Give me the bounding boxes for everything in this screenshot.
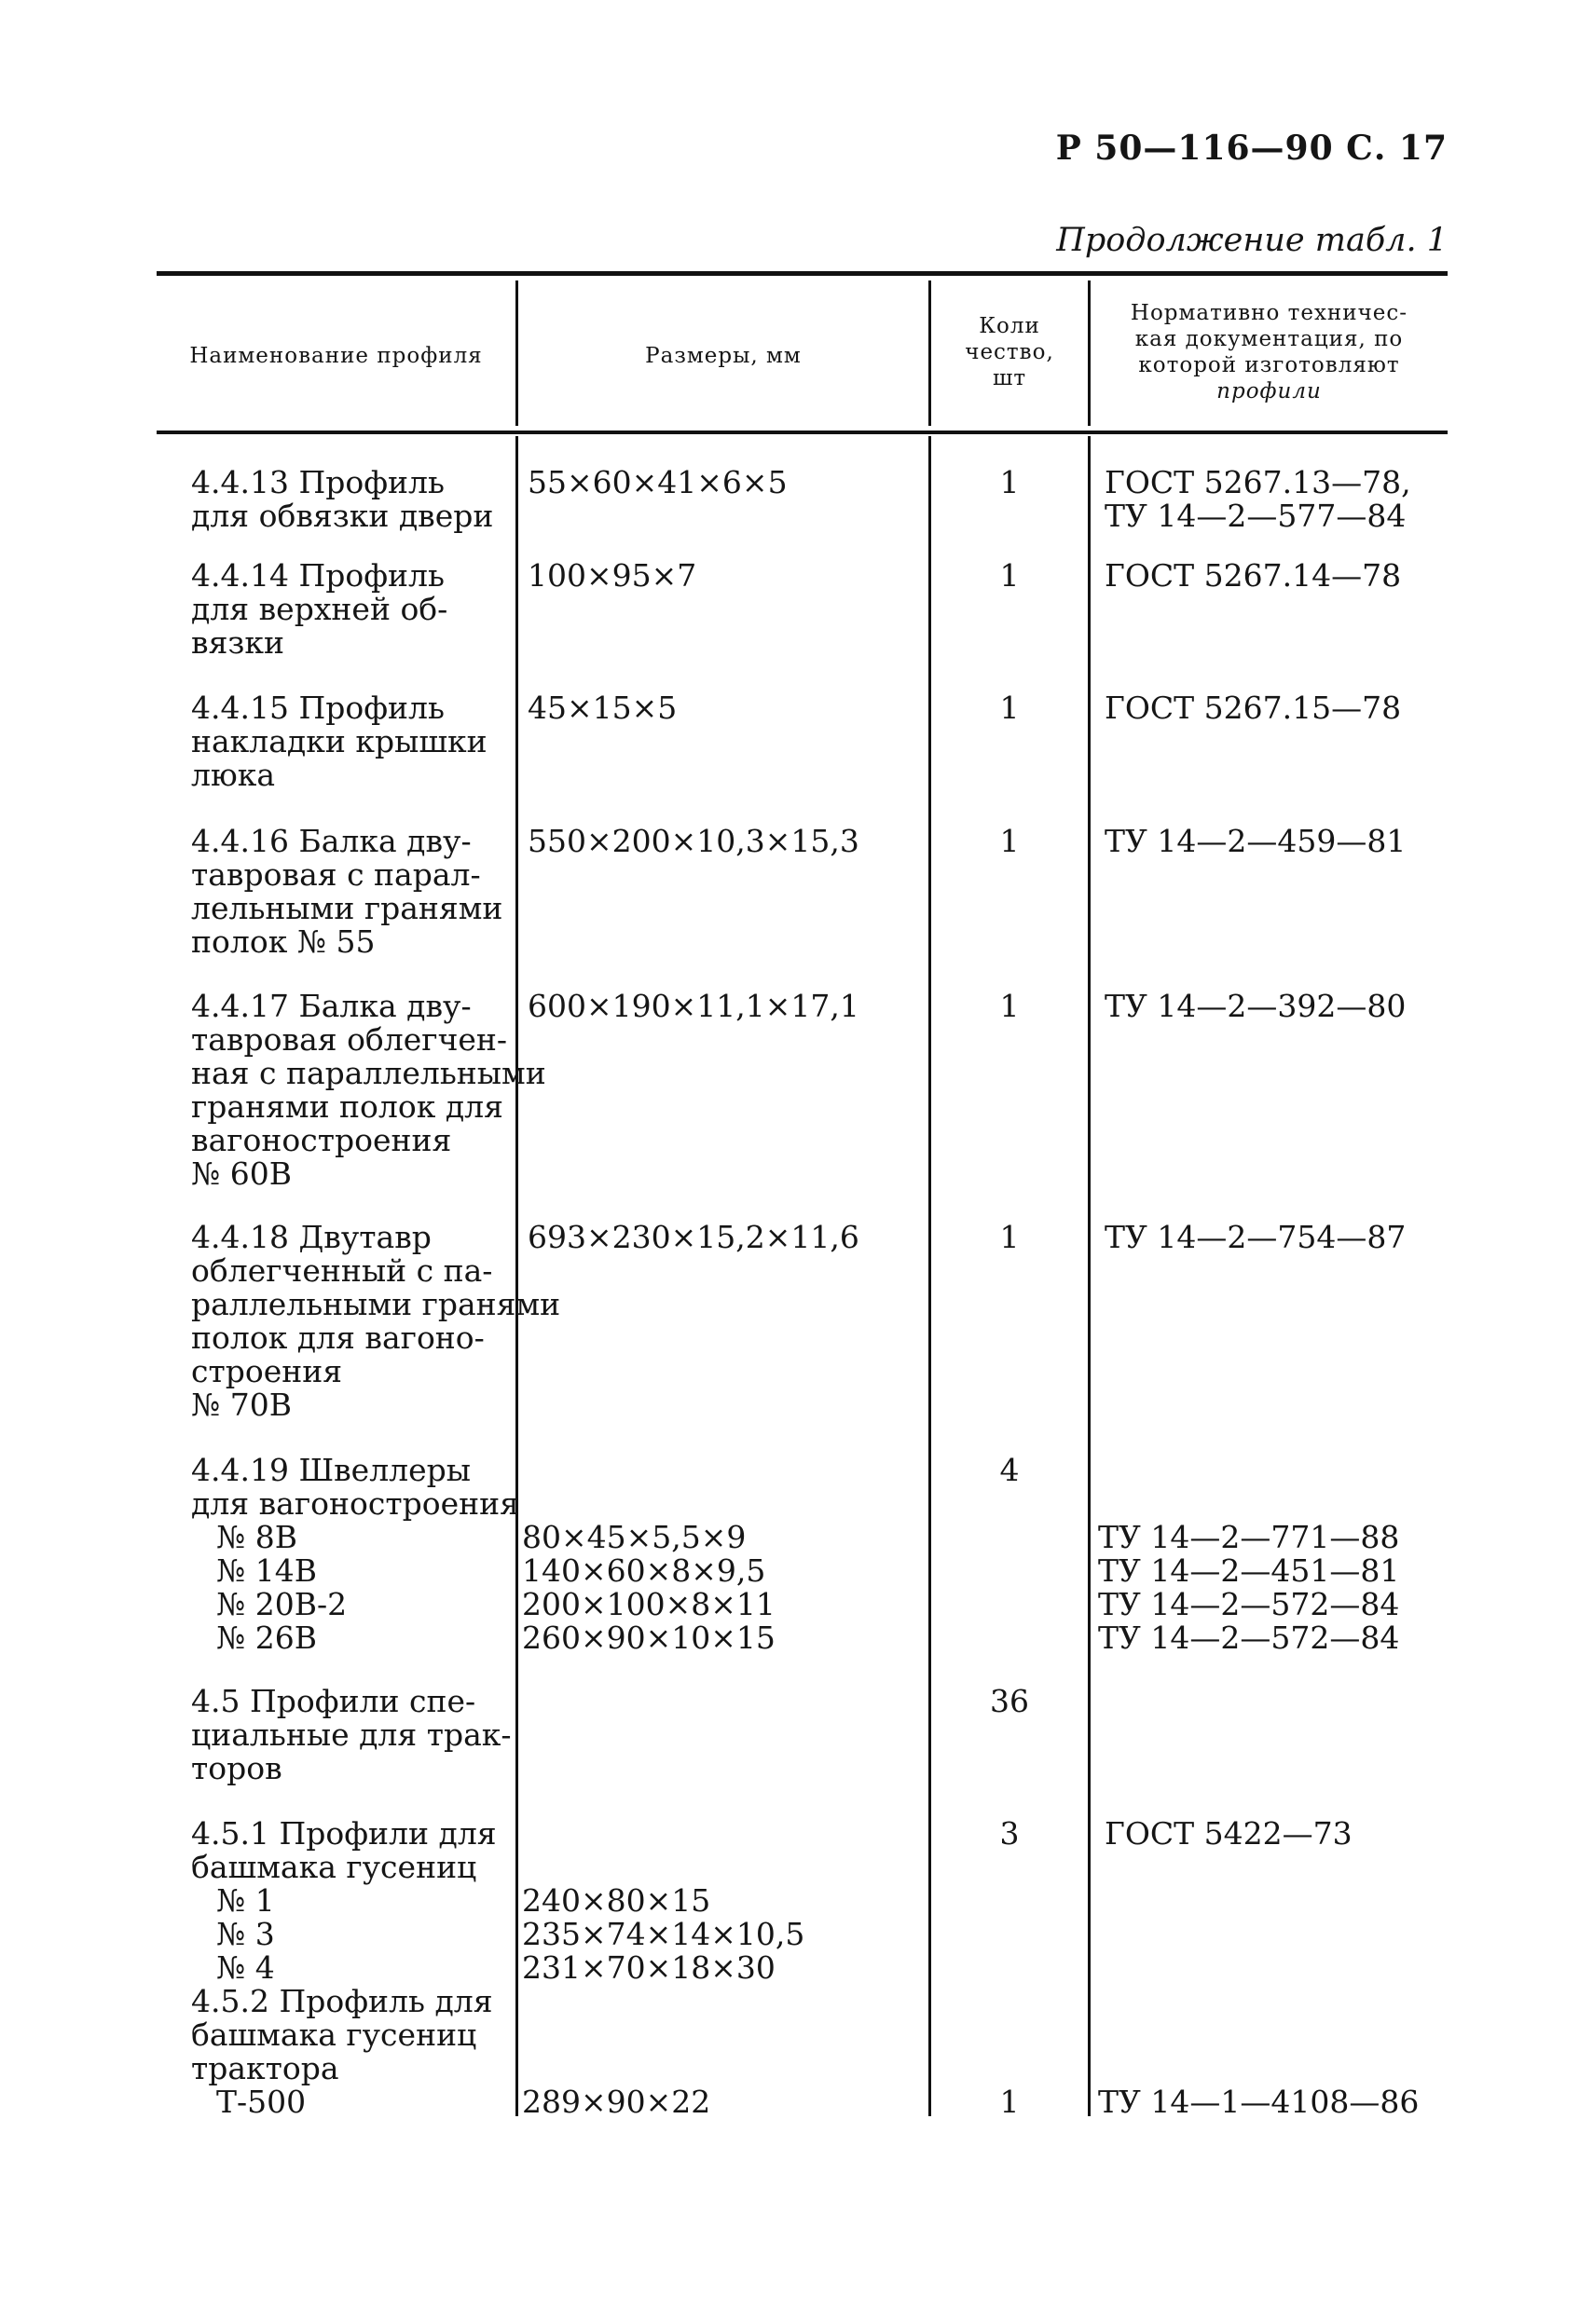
profile-standard: ТУ 14—2—577—84	[1105, 498, 1407, 534]
subitem-standard: ТУ 14—2—451—81	[1098, 1552, 1400, 1589]
profile-name-line: 4.5.1 Профили для	[191, 1815, 497, 1852]
profile-standard: ГОСТ 5422—73	[1105, 1815, 1353, 1852]
profile-quantity: 1	[999, 823, 1020, 859]
subitem-size: 240×80×15	[522, 1882, 711, 1919]
subitem-name: № 1	[216, 1882, 275, 1919]
profile-name-line: 4.5 Профили спе-	[191, 1683, 476, 1719]
profile-name-line: торов	[191, 1750, 282, 1786]
profile-quantity: 1	[999, 690, 1020, 726]
page-reference: Р 50—116—90 С. 17	[1055, 129, 1448, 168]
column-header-quantity	[931, 313, 1088, 391]
subitem-size: 289×90×22	[522, 2084, 711, 2120]
column-divider	[515, 436, 518, 2116]
subitem-name: Т-500	[216, 2084, 307, 2120]
profile-size: 693×230×15,2×11,6	[528, 1219, 859, 1255]
column-header-quantity-line: Коли	[979, 314, 1040, 338]
profile-name-line: ная с параллельными	[191, 1055, 546, 1091]
profile-name-line: строения	[191, 1353, 343, 1389]
subitem-size: 260×90×10×15	[522, 1620, 776, 1656]
profile-quantity: 1	[999, 988, 1020, 1024]
profile-name-line: 4.4.15 Профиль	[191, 690, 445, 726]
profile-name-line: полок для вагоно-	[191, 1319, 485, 1356]
profile-name-line: № 60В	[191, 1155, 292, 1192]
subitem-standard: ТУ 14—2—572—84	[1098, 1586, 1400, 1622]
header-bottom-rule	[157, 431, 1448, 434]
profile-quantity: 1	[999, 464, 1020, 500]
column-header-quantity-line: шт	[992, 366, 1027, 390]
profile-name-line: вагоностроения	[191, 1122, 452, 1158]
profile-name-line: люка	[191, 757, 275, 793]
subitem-size: 231×70×18×30	[522, 1949, 776, 1986]
column-divider	[1088, 436, 1091, 2116]
column-header-documentation-line: кая документация, по	[1134, 327, 1404, 351]
profile-name-line: 4.4.16 Балка дву-	[191, 823, 472, 859]
profile-size: 600×190×11,1×17,1	[528, 988, 859, 1024]
table-continuation-label: Продолжение табл. 1	[1056, 222, 1448, 259]
subitem-standard: ТУ 14—2—572—84	[1098, 1620, 1400, 1656]
subitem-name: № 4	[216, 1949, 275, 1986]
column-divider	[928, 436, 931, 2116]
profile-standard: ГОСТ 5267.14—78	[1105, 557, 1402, 594]
column-header-documentation-line: которой изготовляют	[1138, 353, 1400, 377]
profile-name-line: гранями полок для	[191, 1088, 503, 1125]
profile-name-line: раллельными гранями	[191, 1286, 561, 1322]
subitem-name: № 20В-2	[216, 1586, 348, 1622]
column-header-documentation-line: профили	[1216, 379, 1322, 403]
profile-standard: ТУ 14—2—392—80	[1105, 988, 1407, 1024]
column-header-quantity-line: чество,	[965, 340, 1054, 364]
profile-name-line: башмака гусениц	[191, 1849, 477, 1885]
subitem-standard: ТУ 14—2—771—88	[1098, 1519, 1400, 1555]
profile-quantity: 4	[999, 1452, 1020, 1488]
profile-name-line: облегченный с па-	[191, 1252, 493, 1289]
profile-name-line: для вагоностроения	[191, 1485, 519, 1522]
profile-quantity: 1	[999, 557, 1020, 594]
profile-quantity: 36	[990, 1683, 1029, 1719]
profile-size: 550×200×10,3×15,3	[528, 823, 859, 859]
profile-name-line: полок № 55	[191, 923, 376, 960]
profile-size: 100×95×7	[528, 557, 697, 594]
profile-name-line: лельными гранями	[191, 890, 503, 926]
profile-quantity: 1	[999, 1219, 1020, 1255]
subitem-name: № 3	[216, 1916, 275, 1952]
profile-name-line: 4.4.18 Двутавр	[191, 1219, 432, 1255]
profile-name-line: для верхней об-	[191, 591, 448, 627]
column-header-documentation	[1091, 300, 1448, 404]
profile-name-line: башмака гусениц	[191, 2016, 477, 2053]
profile-name-line: № 70В	[191, 1387, 292, 1423]
column-header-documentation-line: Нормативно техничес-	[1130, 301, 1408, 325]
profile-name-line: для обвязки двери	[191, 498, 494, 534]
subitem-size: 200×100×8×11	[522, 1586, 776, 1622]
profile-name-line: 4.4.13 Профиль	[191, 464, 445, 500]
profile-standard: ГОСТ 5267.13—78,	[1105, 464, 1411, 500]
subitem-size: 235×74×14×10,5	[522, 1916, 805, 1952]
profile-size: 45×15×5	[528, 690, 678, 726]
profile-name-line: 4.4.19 Швеллеры	[191, 1452, 472, 1488]
profile-name-line: 4.4.14 Профиль	[191, 557, 445, 594]
table-top-rule	[157, 271, 1448, 276]
subitem-size: 80×45×5,5×9	[522, 1519, 747, 1555]
subitem-quantity: 1	[999, 2084, 1020, 2120]
profile-name-line: тавровая облегчен-	[191, 1021, 508, 1058]
subitem-standard: ТУ 14—1—4108—86	[1098, 2084, 1420, 2120]
column-header-size: Размеры, мм	[645, 344, 802, 368]
profile-name-line: 4.5.2 Профиль для	[191, 1983, 493, 2019]
profile-size: 55×60×41×6×5	[528, 464, 788, 500]
profile-name-line: циальные для трак-	[191, 1716, 512, 1753]
profile-standard: ТУ 14—2—754—87	[1105, 1219, 1407, 1255]
profile-quantity: 3	[999, 1815, 1020, 1852]
subitem-name: № 26В	[216, 1620, 317, 1656]
column-header-name: Наименование профиля	[189, 344, 483, 368]
profile-name-line: тавровая с парал-	[191, 856, 481, 893]
subitem-name: № 8В	[216, 1519, 297, 1555]
profile-name-line: вязки	[191, 624, 285, 661]
subitem-name: № 14В	[216, 1552, 317, 1589]
profile-standard: ГОСТ 5267.15—78	[1105, 690, 1402, 726]
subitem-size: 140×60×8×9,5	[522, 1552, 766, 1589]
profile-name-line: накладки крышки	[191, 723, 488, 759]
profile-name-line: 4.4.17 Балка дву-	[191, 988, 472, 1024]
profile-standard: ТУ 14—2—459—81	[1105, 823, 1407, 859]
profile-name-line: трактора	[191, 2050, 339, 2086]
